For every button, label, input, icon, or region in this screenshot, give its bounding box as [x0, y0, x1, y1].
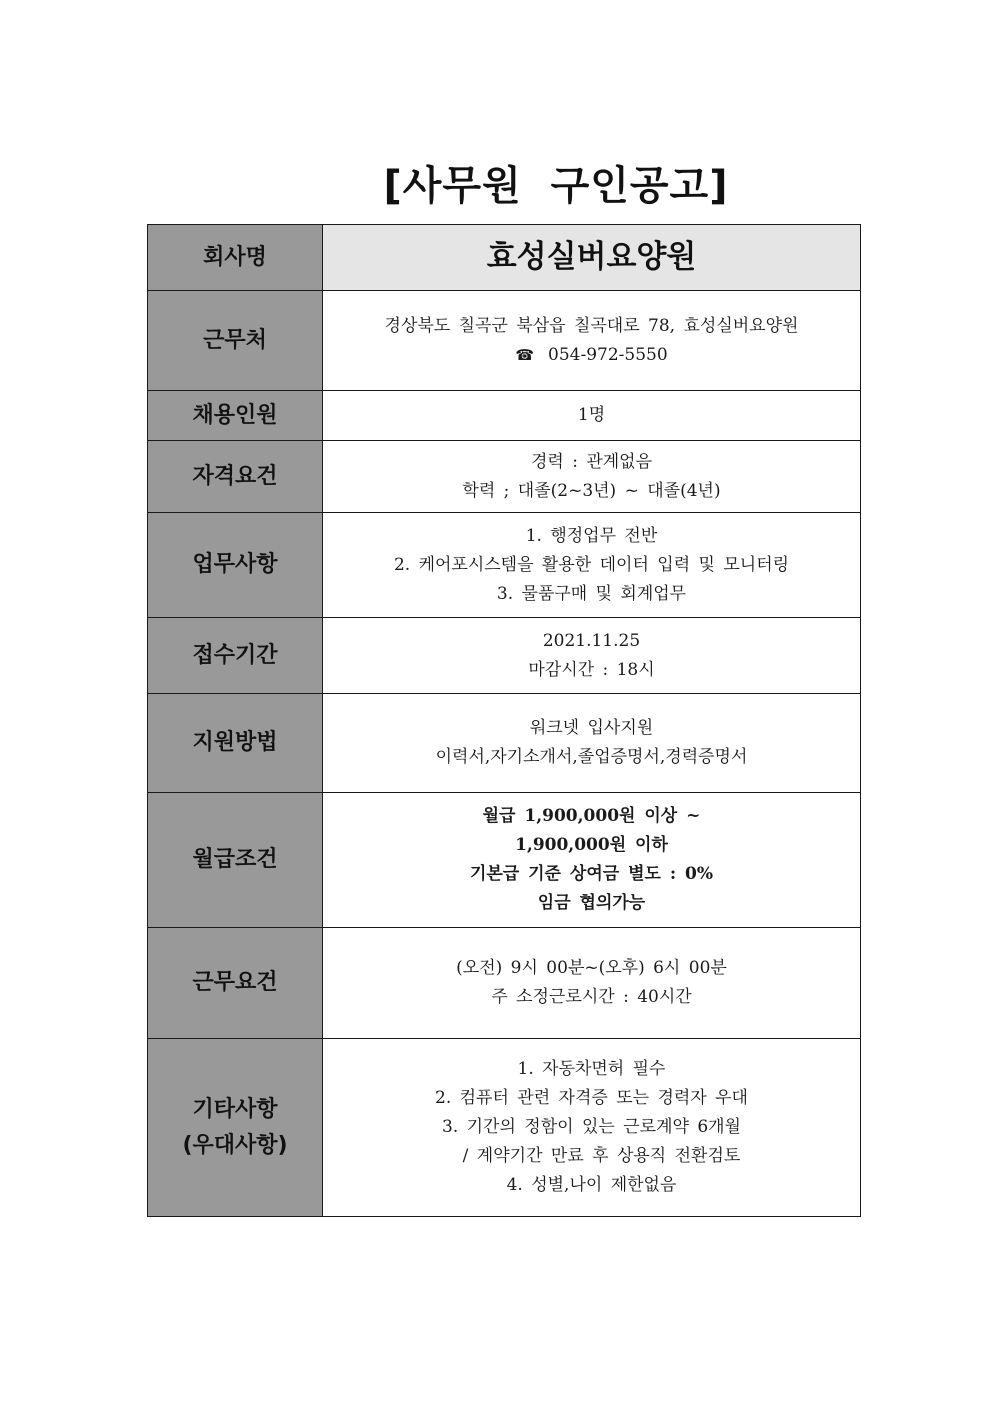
table-row [148, 694, 861, 793]
qualification-line: 학력 ; 대졸(2~3년) ~ 대졸(4년) [462, 480, 721, 501]
row-label-line: (우대사항) [182, 1132, 288, 1158]
row-label-line: 기타사항 [192, 1096, 278, 1122]
salary-line: 월급 1,900,000원 이상 ~ [482, 806, 701, 826]
row-label: 자격요건 [148, 441, 323, 513]
row-label: 근무요건 [148, 928, 323, 1039]
deadline-time: 마감시간 : 18시 [528, 659, 655, 680]
page-title: [사무원 구인공고] [383, 163, 729, 209]
qualification-line: 경력 : 관계없음 [530, 451, 653, 472]
row-label: 접수기간 [148, 618, 323, 694]
row-label [148, 1039, 323, 1217]
other-notes-cell [323, 1039, 861, 1217]
qualification-cell [323, 441, 861, 513]
phone-number: 054-972-5550 [548, 344, 668, 365]
row-label: 회사명 [148, 225, 323, 291]
note-line: 2. 컴퓨터 관련 자격증 또는 경력자 우대 [435, 1088, 748, 1108]
company-name [323, 225, 861, 291]
table-row [148, 441, 861, 513]
table-row [148, 928, 861, 1039]
salary-line: 임금 협의가능 [537, 893, 646, 913]
table-row [148, 291, 861, 391]
table-row [148, 225, 861, 291]
duty-line: 3. 물품구매 및 회계업무 [496, 583, 687, 604]
row-label: 월급조건 [148, 793, 323, 928]
table-row [148, 391, 861, 441]
note-line: 3. 기간의 정함이 있는 근로계약 6개월 [442, 1117, 741, 1137]
row-label: 채용인원 [148, 391, 323, 441]
application-method-line: 워크넷 입사지원 [529, 718, 654, 738]
salary-line: 기본급 기준 상여금 별도 : 0% [469, 864, 714, 884]
row-label: 지원방법 [148, 694, 323, 793]
duties-cell [323, 513, 861, 618]
row-label: 근무처 [148, 291, 323, 391]
application-documents-line: 이력서,자기소개서,졸업증명서,경력증명서 [435, 747, 748, 767]
headcount-value: 1명 [577, 405, 606, 425]
salary-cell [323, 793, 861, 928]
note-line: / 계약기간 만료 후 상용직 전환검토 [462, 1146, 741, 1166]
table-row [148, 793, 861, 928]
company-name-text: 효성실버요양원 [486, 239, 697, 275]
duty-line: 2. 케어포시스템을 활용한 데이터 입력 및 모니터링 [393, 554, 790, 575]
note-line: 1. 자동차면허 필수 [517, 1059, 666, 1079]
salary-line: 1,900,000원 이하 [515, 835, 668, 855]
table-row [148, 1039, 861, 1217]
note-line: 4. 성별,나이 제한없음 [506, 1175, 677, 1195]
application-method-cell [323, 694, 861, 793]
workplace-phone-line [323, 341, 860, 370]
application-period-cell [323, 618, 861, 694]
workplace-address: 경상북도 칠곡군 북삼읍 칠곡대로 78, 효성실버요양원 [384, 315, 799, 336]
telephone-icon: ☎ [515, 345, 535, 364]
table-row [148, 513, 861, 618]
workplace-cell [323, 291, 861, 391]
headcount-cell [323, 391, 861, 441]
duty-line: 1. 행정업무 전반 [525, 525, 658, 546]
work-conditions-cell [323, 928, 861, 1039]
row-label: 업무사항 [148, 513, 323, 618]
deadline-date: 2021.11.25 [542, 630, 641, 651]
work-hours-line: (오전) 9시 00분~(오후) 6시 00분 [456, 958, 727, 978]
job-posting-table [147, 224, 861, 1217]
table-row [148, 618, 861, 694]
weekly-hours-line: 주 소정근로시간 : 40시간 [491, 987, 692, 1007]
